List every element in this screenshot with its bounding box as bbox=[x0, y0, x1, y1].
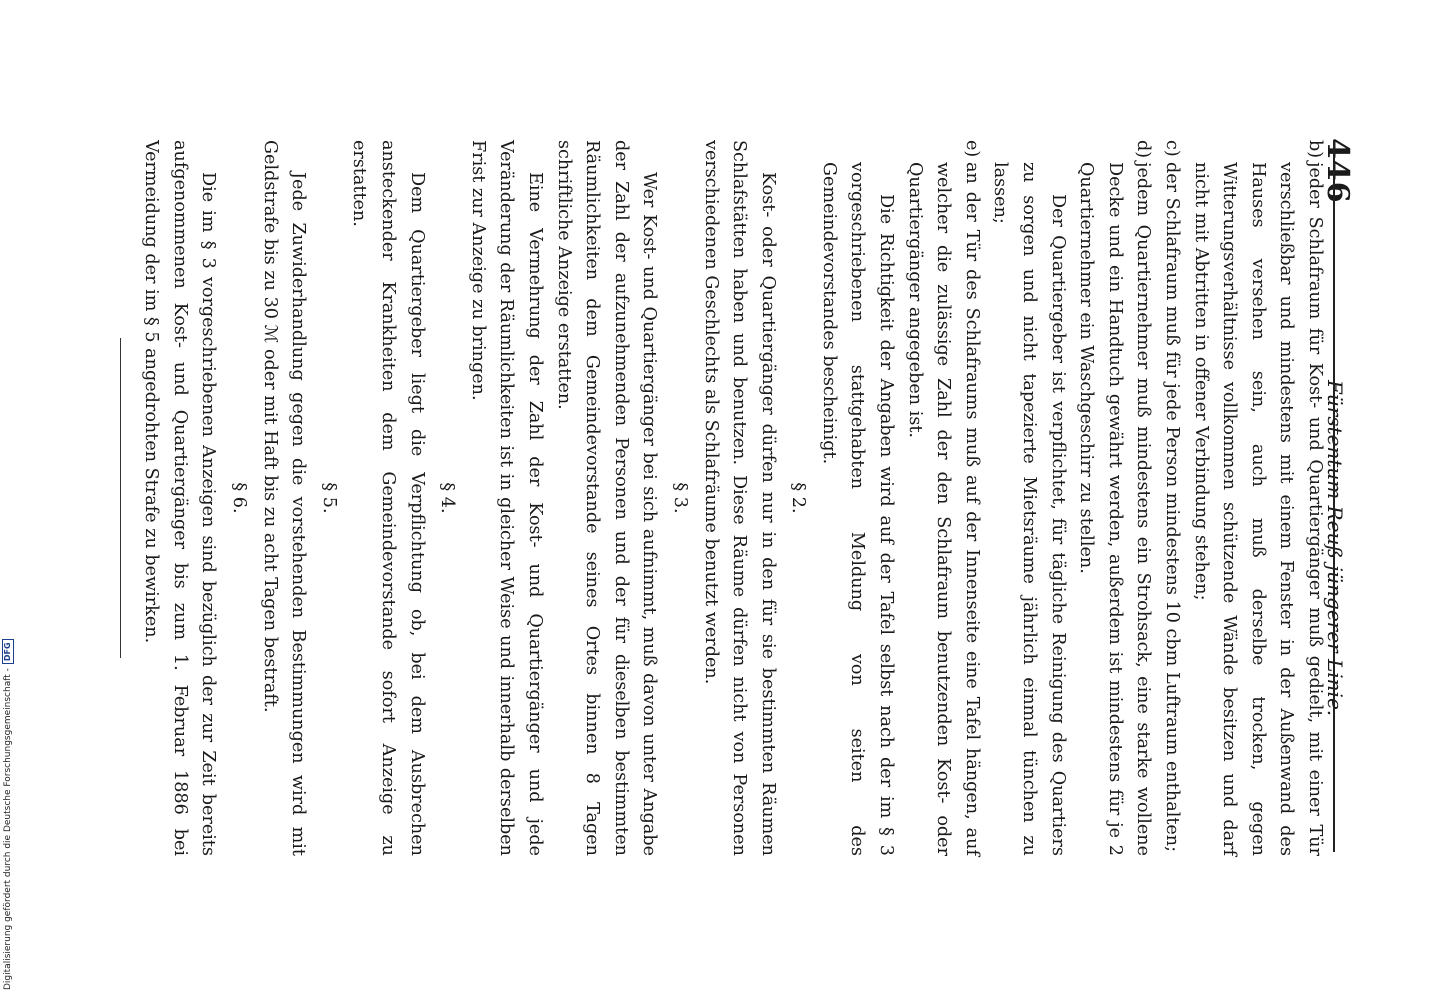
item-text: jeder Schlafraum für Kost- und Quartiergänger muß gedielt, mit einer Tür verschließbar und mindestens mit einem Fenster in der Außenwand des Hauses versehen sein, auch muß derselbe trocken, gegen Witterungsverhältnisse vollkommen schützende Wände besitzen und darf nicht mit Abtritten in offener Verbindung stehen; bbox=[1190, 162, 1325, 856]
item-mark: b) bbox=[1305, 140, 1325, 159]
paragraph: Jede Zuwiderhandlung gegen die vorstehenden Bestimmungen wird mit Geldstrafe bis zu 30 ℳ oder mit Haft bis zu acht Tagen bestraft. bbox=[259, 140, 309, 856]
item-text: an der Tür des Schlafraums muß auf der Innenseite eine Tafel hängen, auf welcher die zulässige Zahl der den Schlafraum benutzenden Kost- oder Quartiergänger angegeben ist. bbox=[904, 162, 982, 856]
paragraph: Eine Vermehrung der Zahl der Kost- und Quartiergänger und jede Veränderung der Räumlichkeiten ist in gleicher Weise und innerhalb derselben Frist zur Anzeige zu bringen. bbox=[467, 140, 545, 856]
header-rule bbox=[1333, 140, 1335, 852]
credit-text: Digitalisierung gefördert durch die Deutsche Forschungsgemeinschaft - bbox=[3, 668, 13, 990]
dfg-logo-icon: DFG bbox=[2, 639, 14, 664]
digitization-credit bbox=[2, 639, 14, 990]
section-heading: § 6. bbox=[229, 482, 250, 514]
section-heading: § 5. bbox=[318, 482, 339, 514]
item-mark: c) bbox=[1162, 140, 1183, 157]
list-item bbox=[1186, 140, 1329, 856]
section-heading: § 3. bbox=[669, 482, 690, 514]
list-item bbox=[1072, 140, 1158, 856]
end-rule bbox=[120, 338, 121, 658]
section-heading: § 4. bbox=[437, 482, 458, 514]
item-mark: e) bbox=[961, 140, 982, 158]
document-body bbox=[120, 140, 1329, 856]
section-heading: § 2. bbox=[788, 482, 809, 514]
page-number: 446 bbox=[1320, 138, 1355, 204]
item-mark: d) bbox=[1133, 140, 1154, 159]
paragraph: Kost- oder Quartiergänger dürfen nur in den für sie bestimmten Räumen Schlafstätten haben und benutzen. Diese Räume dürfen nicht von Personen verschiedenen Geschlechts als Schlafräume benutzt werden. bbox=[700, 140, 778, 856]
paragraph: Die Richtigkeit der Angaben wird auf der Tafel selbst nach der im § 3 vorgeschriebenen stattgehabten Meldung von seiten des Gemeindevorstandes bescheinigt. bbox=[818, 162, 897, 856]
paragraph: Der Quartiergeber ist verpflichtet, für tägliche Reinigung des Quartiers zu sorgen und nicht tapezierte Mietsräume jährlich einmal tünchen zu lassen; bbox=[990, 162, 1068, 856]
running-head: Fürstentum Reuß jüngerer Linie. bbox=[1323, 380, 1347, 717]
list-item bbox=[900, 140, 986, 856]
paragraph: Die im § 3 vorgeschriebenen Anzeigen sind bezüglich der zur Zeit bereits aufgenommenen Kost- und Quartiergänger bis zum 1. Februar 1886 bei Vermeidung der im § 5 angedrohten Strafe zu bewirken. bbox=[141, 140, 219, 856]
item-text: der Schlafraum muß für jede Person mindestens 10 cbm Luftraum enthalten; bbox=[1162, 162, 1183, 853]
paragraph: Wer Kost- und Quartiergänger bei sich aufnimmt, muß davon unter Angabe der Zahl der aufzunehmenden Personen und der für dieselben bestimmten Räumlichkeiten dem Gemeindevorstande seines Ortes binnen 8 Tagen schriftliche Anzeige erstatten. bbox=[553, 140, 660, 856]
paragraph: Dem Quartiergeber liegt die Verpflichtung ob, bei dem Ausbrechen ansteckender Krankheiten dem Gemeindevorstande sofort Anzeige zu erstatten. bbox=[349, 140, 427, 856]
item-text: jedem Quartiernehmer muß mindestens ein Strohsack, eine starke wollene Decke und ein Handtuch gewährt werden, außerdem ist mindestens für je 2 Quartiernehmer ein Waschgeschirr zu stellen. bbox=[1076, 162, 1154, 856]
list-item bbox=[1157, 140, 1186, 856]
